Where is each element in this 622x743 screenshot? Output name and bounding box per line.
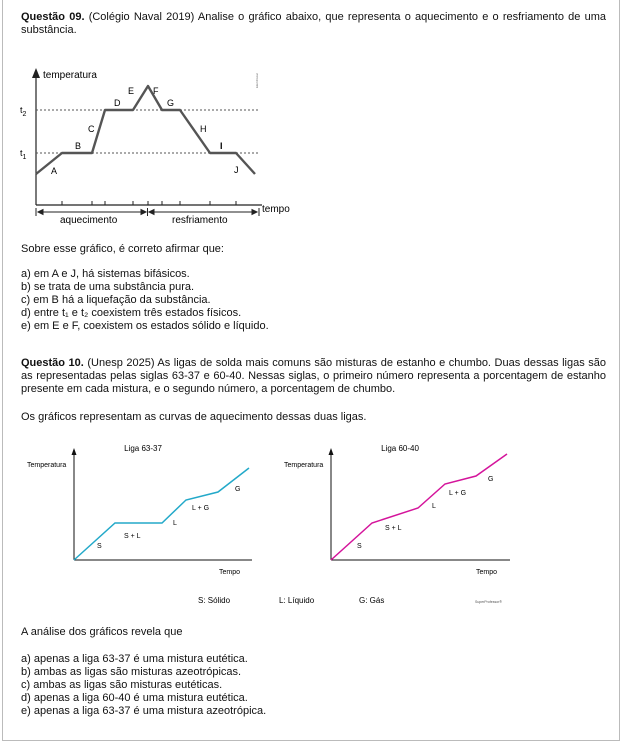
chart2-label-s: S	[357, 543, 362, 550]
seg-label-F: F	[153, 86, 159, 96]
chart2-label-l: L	[432, 503, 436, 510]
seg-label-H: H	[200, 124, 207, 134]
seg-label-D: D	[114, 98, 121, 108]
q9-option-c: c) em B há a liquefação da substância.	[21, 294, 211, 306]
q10-option-b: b) ambas as ligas são misturas azeotrópicas.	[21, 666, 242, 678]
q9-t2-label: $t_2$	[20, 105, 27, 118]
chart2-label-lg: L + G	[449, 490, 467, 497]
legend-gas: G: Gás	[359, 596, 385, 605]
q9-number: Questão 09.	[21, 11, 85, 23]
chart1-label-l: L	[173, 520, 177, 527]
heating-label: aquecimento	[60, 215, 118, 226]
q10-option-d: d) apenas a liga 60-40 é uma mistura eutética.	[21, 692, 248, 704]
q9-prompt: Sobre esse gráfico, é correto afirmar que:	[21, 243, 224, 255]
legend-credit: SuperProfessor®	[475, 600, 502, 604]
q9-statement: (Colégio Naval 2019) Analise o gráfico abaixo, que representa o aquecimento e o resfriamento de uma substância.	[21, 11, 606, 36]
q9-x-label: tempo	[262, 204, 290, 215]
chart2-y-label: Temperatura	[284, 462, 324, 469]
chart2-label-g: G	[488, 476, 494, 483]
seg-label-G: G	[167, 98, 175, 108]
chart1-title: Liga 63-37	[124, 444, 162, 453]
chart1-label-lg: L + G	[192, 505, 210, 512]
seg-label-I: I	[220, 141, 223, 151]
q9-option-a: a) em A e J, há sistemas bifásicos.	[21, 268, 190, 280]
q10-option-a: a) apenas a liga 63-37 é uma mistura eutética.	[21, 653, 248, 665]
q9-option-b: b) se trata de uma substância pura.	[21, 281, 195, 293]
seg-label-B: B	[75, 141, 82, 151]
chart1-label-g: G	[235, 486, 241, 493]
q10-options	[21, 653, 606, 718]
q10-option-e: e) apenas a liga 63-37 é uma mistura azeotrópica.	[21, 705, 267, 717]
q10-prompt2: A análise dos gráficos revela que	[21, 626, 183, 638]
q9-y-label: temperatura	[43, 70, 97, 81]
q9-option-e: e) em E e F, coexistem os estados sólido e líquido.	[21, 320, 269, 332]
legend-solid: S: Sólido	[198, 596, 231, 605]
chart2-label-sl: S + L	[385, 525, 402, 532]
q9-t1-label: $t_1$	[20, 148, 27, 161]
q10-number: Questão 10.	[21, 357, 84, 369]
q9-option-d: d) entre t₁ e t₂ coexistem três estados físicos.	[21, 307, 242, 319]
chart1-label-sl: S + L	[124, 533, 141, 540]
q10-statement: (Unesp 2025) As ligas de solda mais comuns são misturas de estanho e chumbo. Duas dessas ligas são as representadas pelas siglas 63-37 e 60-40. Nessas siglas, o primeiro número representa a porcentagem de estanho presente em cada mistura, e o segundo número, a porcentagem de chumbo.	[21, 357, 607, 395]
chart2-x-label: Tempo	[476, 569, 498, 576]
legend-liquid: L: Líquido	[279, 596, 315, 605]
seg-label-E: E	[128, 86, 135, 96]
chart2-title: Liga 60-40	[381, 444, 419, 453]
chart1-label-s: S	[97, 543, 102, 550]
seg-label-J: J	[234, 165, 239, 175]
chart1-y-label: Temperatura	[27, 462, 67, 469]
q10-prompt1: Os gráficos representam as curvas de aquecimento dessas duas ligas.	[21, 411, 367, 423]
seg-label-A: A	[51, 166, 58, 176]
cooling-label: resfriamento	[172, 215, 228, 226]
seg-label-C: C	[88, 124, 95, 134]
chart1-x-label: Tempo	[219, 569, 241, 576]
q10-option-c: c) ambas as ligas são misturas eutéticas.	[21, 679, 223, 691]
q9-watermark: ElemFiscal	[255, 73, 259, 88]
